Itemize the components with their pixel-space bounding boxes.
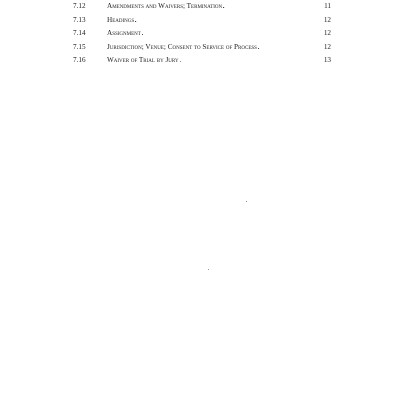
dot-leader (142, 28, 323, 42)
toc-entry-page: 11 (324, 2, 331, 10)
toc-entry-title: Assignment (107, 29, 141, 38)
toc-entry-number: 7.15 (73, 42, 86, 51)
toc-entry-number: 7.13 (73, 15, 86, 24)
toc-entry-number: 7.12 (73, 2, 86, 10)
toc-entry-title: Jurisdiction; Venue; Consent to Service of Process (107, 42, 257, 51)
toc-entry-page: 13 (323, 56, 331, 65)
toc-entry-number: 7.14 (73, 29, 86, 38)
dot-leader (258, 42, 323, 56)
toc-entry-page: 12 (323, 42, 331, 51)
toc-entry-title: Waiver of Trial by Jury (107, 56, 179, 65)
toc-entry[interactable] (73, 0, 331, 14)
dot-leader (180, 55, 323, 69)
toc-entry[interactable] (73, 41, 331, 55)
toc-entry-title: Headings (107, 15, 135, 24)
dot-leader (135, 15, 323, 29)
toc-entry[interactable] (73, 54, 331, 68)
scan-speck (208, 269, 209, 270)
toc-entry-number: 7.16 (73, 56, 86, 65)
toc-entry-page: 12 (323, 15, 331, 24)
toc-entry[interactable] (73, 27, 331, 41)
toc-entry-title: Amendments and Waivers; Termination (107, 2, 223, 10)
table-of-contents (73, 0, 331, 68)
scan-speck (246, 201, 247, 202)
toc-entry[interactable] (73, 14, 331, 28)
toc-entry-page: 12 (323, 29, 331, 38)
dot-leader (223, 1, 323, 15)
